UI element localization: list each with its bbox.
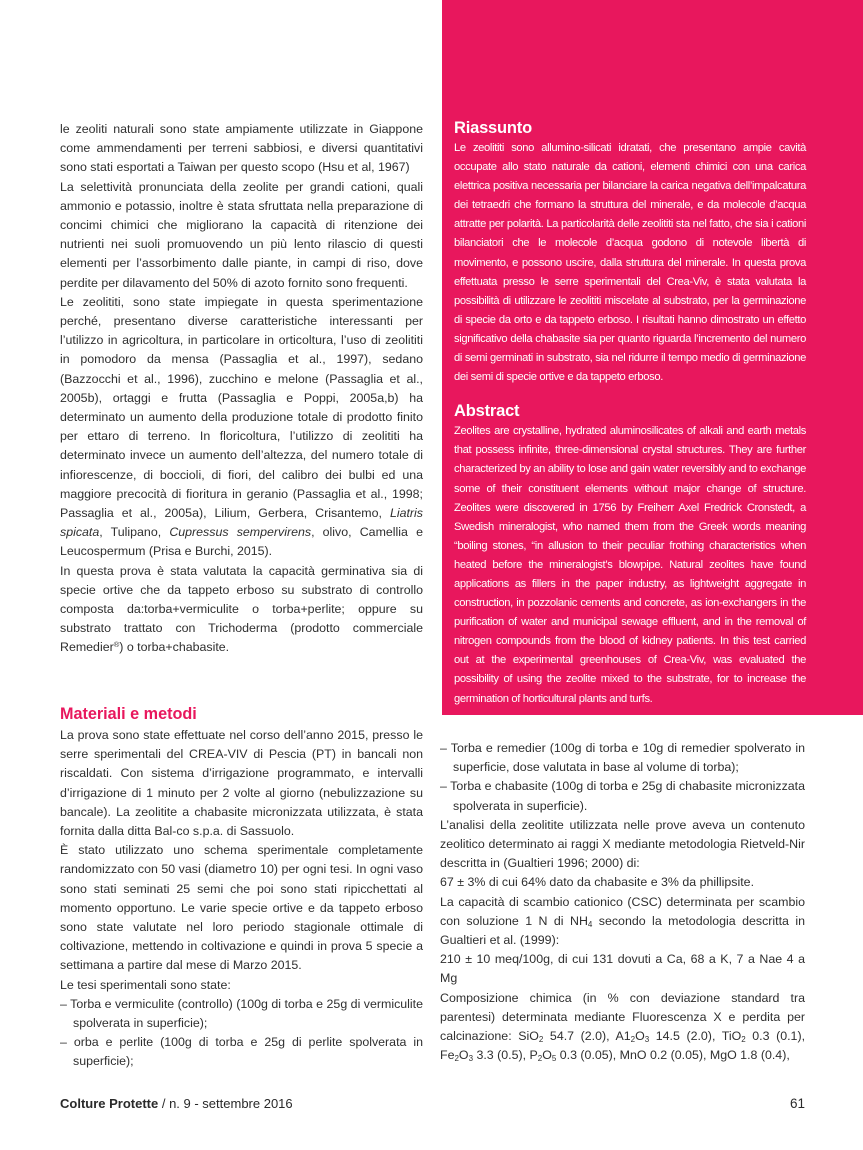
analysis-paragraph: L’analisi della zeolitite utilizzata nelle prove aveva un contenuto zeolitico determinato ai raggi X mediante metodologia Rietveld-Nir descritta in (Gualtieri 1996; 2000) di: [440, 817, 805, 871]
issue-info: / n. 9 - settembre 2016 [158, 1096, 293, 1111]
species-name: Liatris spicata [60, 506, 423, 540]
summary-content [454, 118, 806, 709]
right-column [440, 739, 805, 1065]
methods-paragraph: È stato utilizzato uno schema sperimentale completamente randomizzato con 50 vasi (diametro 10) per ogni tesi. In ogni vaso sono stati seminati 25 semi che poi sono stati ripicchettati al momento opportuno. Le varie specie ortive e da tappeto erboso sono state valutate nel loro periodo stagionale ottimale di coltivazione, mettendo in coltivazione e quindi in prova 5 specie a settimana a partire dal mese di Marzo 2015. [60, 843, 423, 973]
riassunto-heading: Riassunto [454, 119, 532, 137]
intro-paragraph: In questa prova è stata valutata la capacità germinativa sia di specie ortive che da tappeto erboso su substrato di controllo composta da:torba+vermiculite o torba+perlite; oppure su substrato trattato con Trichoderma (prodotto commerciale Remedier®) o torba+chabasite. [60, 563, 423, 655]
treatment-item: – Torba e remedier (100g di torba e 10g di remedier spolverato in superficie, dose valutata in base al volume di torba); [440, 741, 805, 775]
methods-paragraph: La prova sono state effettuate nel corso dell’anno 2015, presso le serre sperimentali del CREA-VIV di Pescia (PT) in bancali non riscaldati. Con sistema d’irrigazione programmato, e intervalli d’irrigazione di 1 minuto per 2 volte al giorno (nebulizzazione su bancale). La zeolitite a chabasite micronizzata utilizzata, è stata fornita dalla ditta Bal-co s.p.a. di Sassuolo. [60, 728, 423, 839]
abstract-heading: Abstract [454, 402, 520, 421]
intro-paragraph: Le zeolititi, sono state impiegate in questa sperimentazione perché, presentano diverse caratteristiche interessanti per l’utilizzo in agricoltura, in particolare in orticoltura, l’uso di zeolititi in pomodoro da mensa (Passaglia et al., 1997), sedano (Bazzocchi et al., 1996), zucchino e melone (Passaglia et al., 2005b), ortaggi e frutta (Passaglia e Poppi, 2005a,b) ha determinato un aumento della produzione totale di prodotto finito per ettaro di terreno. In floricoltura, l’utilizzo di zeolititi ha determinato invece un aumento dell’altezza, del numero totale di infiorescenze, di boccioli, di fiori, del calibro dei bulbi ed una maggiore precocità di fioritura in geranio (Passaglia et al., 1998; Passaglia et al., 2005a), Lilium, Gerbera, Crisantemo, Liatris spicata, Tulipano, Cupressus sempervirens, olivo, Camellia e Leucospermum (Prisa e Burchi, 2015). [60, 294, 423, 559]
left-column-methods [60, 704, 423, 1072]
intro-paragraph: le zeoliti naturali sono state ampiamente utilizzate in Giappone come ammendamenti per terreni sabbiosi, e diversi quantitativi sono stati esportati a Taiwan per questo scopo (Hsu et al, 1967) [60, 122, 423, 175]
treatment-item: – orba e perlite (100g di torba e 25g di perlite spolverata in superficie); [60, 1035, 423, 1069]
analysis-paragraph: 67 ± 3% di cui 64% dato da chabasite e 3% da phillipsite. [440, 875, 755, 890]
treatment-item: – Torba e vermiculite (controllo) (100g di torba e 25g di vermiculite spolverata in superficie); [60, 996, 423, 1031]
intro-paragraph: La selettività pronunciata della zeolite per grandi cationi, quali ammonio e potassio, inoltre è stata sfruttata nella preparazione di concimi chimici che migliorano la capacità di ritenzione dei nutrienti nei suoli promuovendo un più lento rilascio di questi elementi per l’assorbimento dalle piante, in campi di riso, dove perdite per dilavamento del 50% di azoto fornito sono frequenti. [60, 179, 423, 290]
treatment-item: – Torba e chabasite (100g di torba e 25g di chabasite micronizzata spolverata in superficie). [440, 779, 805, 813]
left-column-intro [60, 120, 423, 658]
page-number: 61 [789, 1096, 805, 1111]
riassunto-text: Le zeolititi sono allumino-silicati idratati, che presentano ampie cavità occupate allo stato naturale da cationi, elementi chimici con una carica elettrica positiva necessaria per bilanciare la carica negativa dell’impalcatura dei tetraedri che formano la struttura del minerale, e da molecole d’acqua attratte per polarità. La particolarità delle zeolititi sta nel fatto, che sia i cationi bilanciatori che le molecole d’acqua godono di notevole libertà di movimento, e possono uscire, dalla struttura del minerale. In questa prova effettuata presso le serre sperimentali del Crea-Viv, è stata valutata la possibilità di utilizzare le zeolititi miscelate al substrato, per la germinazione di specie da orto e da tappeto erboso. I risultati hanno dimostrato un effetto significativo della chabasite sia per quanto riguarda l’incremento del numero di semi germinati in substrato, sia nel ridurre il tempo medio di germinazione dei semi di specie ortive e da tappeto erboso. [454, 142, 806, 384]
abstract-text: Zeolites are crystalline, hydrated aluminosilicates of alkali and earth metals that possess infinite, three-dimensional crystal structures. They are further characterized by an ability to lose and gain water reversibly and to exchange some of their constituent elements without major change of structure. Zeolites were discovered in 1756 by Freiherr Axel Fredrick Cronstedt, a Swedish mineralogist, who named them from the Greek words meaning “boiling stones, “in allusion to their peculiar frothing characteristics when heated before the mineralogist’s blowpipe. Natural zeolites have found applications as fillers in the paper industry, as lightweight aggregate in construction, in pozzolanic cements and concrete, as ion-exchangers in the purification of water and municipal sewage effluent, and in the removal of nitrogen compounds from the blood of kidney patients. In this test carried out at the experimental greenhouses of Crea-Viv, was evaluated the possibility of using the zeolite mixed to the substrate, for to increase the germination of horticultural plants and turfs. [454, 425, 806, 705]
analysis-paragraph: La capacità di scambio cationico (CSC) determinata per scambio con soluzione 1 N di $NH_4$ secondo la metodologia descritta in Gualtieri et al. (1999): [440, 894, 805, 948]
methods-heading: Materiali e metodi [60, 705, 197, 723]
page-footer [60, 1096, 805, 1111]
registered-mark: ® [113, 640, 120, 650]
chemical-composition: Composizione chimica (in % con deviazione standard tra parentesi) determinata mediante Fluorescenza X e perdita per calcinazione: SiO$_2$ 54.7 (2.0), $A1_2O_3$ 14.5 (2.0), TiO$_2$ 0.3 (0.1), $Fe_2O_3$ 3.3 (0.5), $P_2O_5$ 0.3 (0.05), MnO 0.2 (0.05), MgO 1.8 (0.4), [440, 990, 806, 1064]
species-name: Cupressus sempervirens [169, 525, 312, 540]
journal-name: Colture Protette [60, 1096, 159, 1111]
analysis-paragraph: 210 ± 10 meq/100g, di cui 131 dovuti a Ca, 68 a K, 7 a Nae 4 a Mg [440, 952, 805, 986]
methods-paragraph: Le tesi sperimentali sono state: [60, 977, 231, 992]
